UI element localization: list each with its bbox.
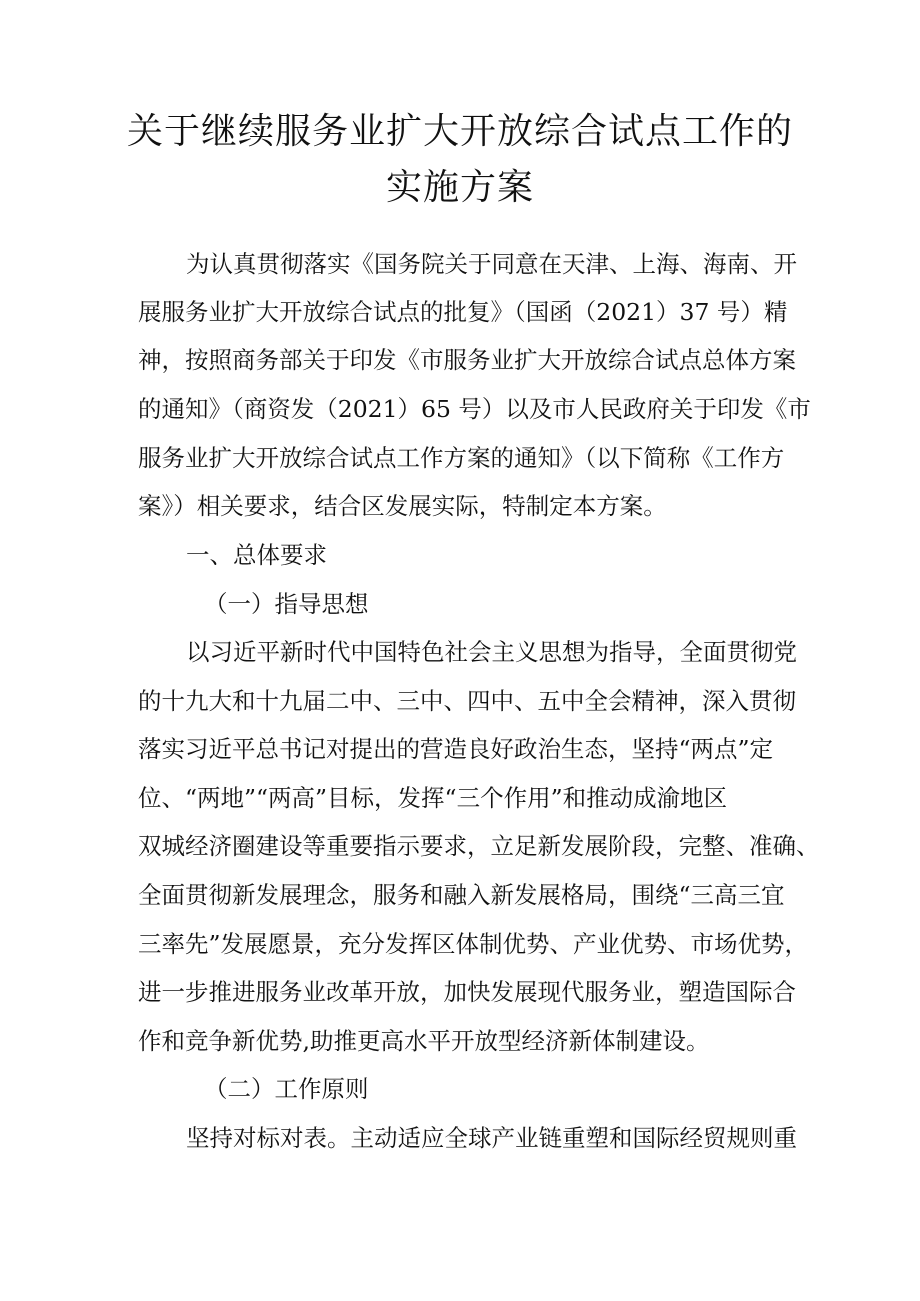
subsection-heading: （二）工作原则 (204, 1075, 369, 1103)
intro-line: 的通知》（商资发（2021）65 号）以及市人民政府关于印发《市 (138, 395, 811, 423)
guiding-line: 全面贯彻新发展理念，服务和融入新发展格局，围绕“三高三宜 (138, 881, 785, 909)
guiding-line: 双城经济圈建设等重要指示要求，立足新发展阶段，完整、准确、 (138, 832, 820, 860)
guiding-line: 以习近平新时代中国特色社会主义思想为指导，全面贯彻党 (186, 638, 797, 666)
intro-line: 为认真贯彻落实《国务院关于同意在天津、上海、海南、开 (186, 250, 797, 278)
guiding-line: 作和竞争新优势,助推更高水平开放型经济新体制建设。 (138, 1027, 710, 1055)
document-title (120, 104, 800, 216)
principle-line: 坚持对标对表。主动适应全球产业链重塑和国际经贸规则重 (186, 1124, 797, 1152)
intro-line: 服务业扩大开放综合试点工作方案的通知》（以下简称《工作方 (138, 444, 785, 472)
intro-line: 神，按照商务部关于印发《市服务业扩大开放综合试点总体方案 (138, 346, 796, 374)
guiding-line: 三率先”发展愿景，充分发挥区体制优势、产业优势、市场优势， (138, 930, 809, 958)
intro-line: 案》）相关要求，结合区发展实际，特制定本方案。 (138, 492, 667, 520)
guiding-line: 落实习近平总书记对提出的营造良好政治生态，坚持“两点”定 (138, 735, 774, 763)
guiding-line: 的十九大和十九届二中、三中、四中、五中全会精神，深入贯彻 (138, 687, 796, 715)
section-heading: 一、总体要求 (186, 541, 327, 569)
guiding-line: 进一步推进服务业改革开放，加快发展现代服务业，塑造国际合 (138, 978, 796, 1006)
subsection-heading: （一）指导思想 (204, 590, 369, 618)
title-line-2: 实施方案 (385, 167, 534, 208)
intro-line: 展服务业扩大开放综合试点的批复》（国函（2021）37 号）精 (138, 298, 788, 326)
guiding-line: 位、“两地”“两高”目标，发挥“三个作用”和推动成渝地区 (138, 784, 728, 812)
title-line-1: 关于继续服务业扩大开放综合试点工作的 (126, 111, 793, 152)
